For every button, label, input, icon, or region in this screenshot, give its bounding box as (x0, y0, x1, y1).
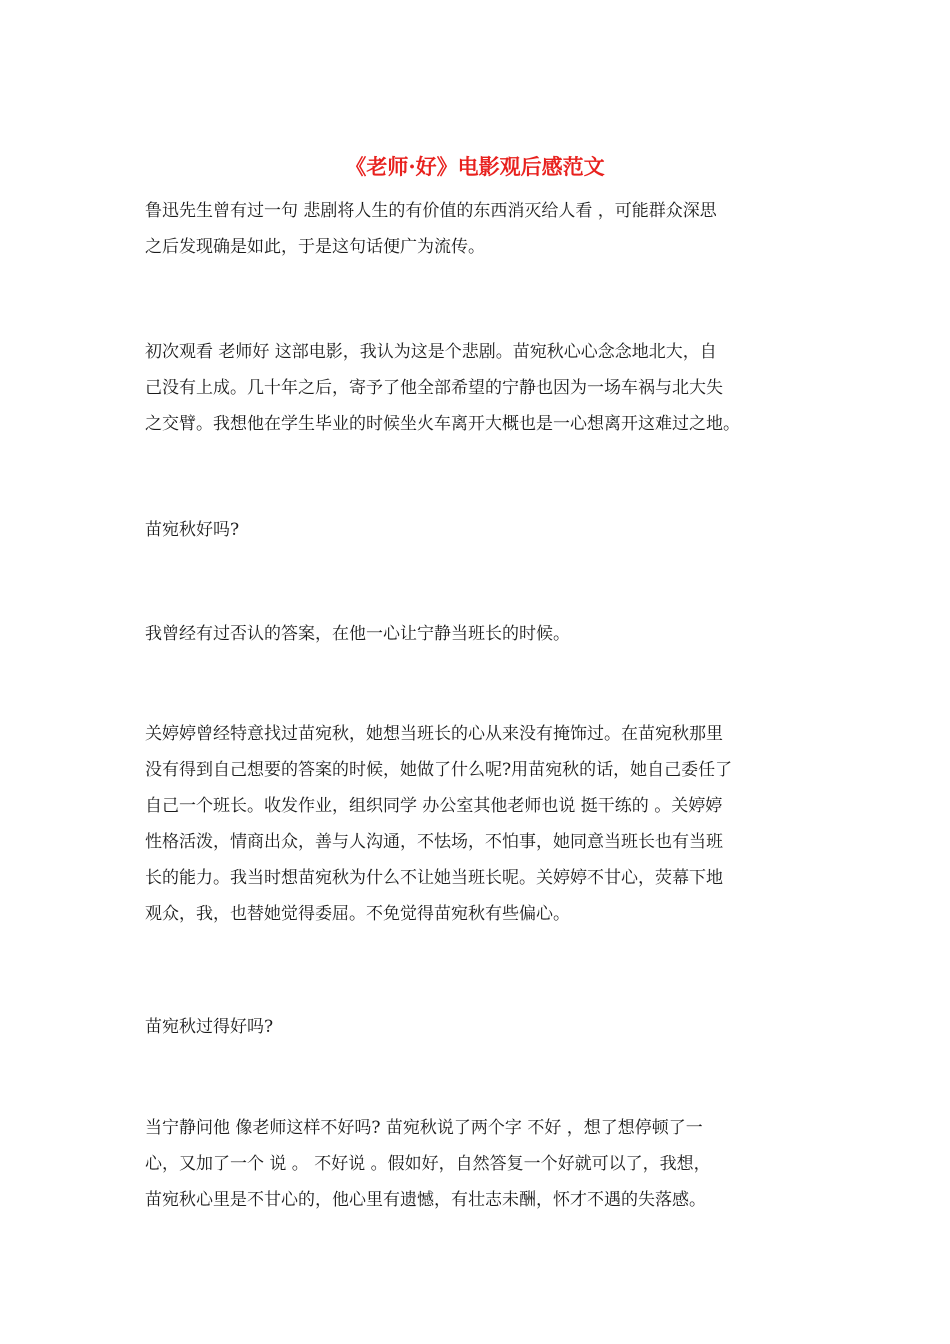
paragraph-line: 关婷婷曾经特意找过苗宛秋，她想当班长的心从来没有掩饰过。在苗宛秋那里 (145, 724, 723, 744)
document-title: 《老师·好》电影观后感范文 (345, 154, 605, 179)
paragraph-7 (145, 1110, 807, 1218)
paragraph-line: 自己一个班长。收发作业，组织同学 办公室其他老师也说 挺干练的 。关婷婷 (145, 796, 723, 816)
paragraph-line: 当宁静问他 像老师这样不好吗? 苗宛秋说了两个字 不好 ，想了想停顿了一 (145, 1118, 703, 1138)
paragraph-line: 我曾经有过否认的答案，在他一心让宁静当班长的时候。 (145, 624, 570, 644)
paragraph-line: 没有得到自己想要的答案的时候，她做了什么呢?用苗宛秋的话，她自己委任了 (145, 760, 733, 780)
paragraph-line: 苗宛秋过得好吗? (145, 1017, 274, 1037)
paragraph-line: 心，又加了一个 说 。 不好说 。假如好，自然答复一个好就可以了，我想， (145, 1154, 711, 1174)
paragraph-line: 观众，我，也替她觉得委屈。不免觉得苗宛秋有些偏心。 (145, 904, 570, 924)
paragraph-1 (145, 193, 807, 265)
paragraph-line: 己没有上成。几十年之后，寄予了他全部希望的宁静也因为一场车祸与北大失 (145, 378, 723, 398)
paragraph-2 (145, 334, 807, 442)
paragraph-4 (145, 616, 807, 652)
paragraph-line: 之交臂。我想他在学生毕业的时候坐火车离开大概也是一心想离开这难过之地。 (145, 414, 740, 434)
paragraph-line: 长的能力。我当时想苗宛秋为什么不让她当班长呢。关婷婷不甘心，荧幕下地 (145, 868, 723, 888)
paragraph-line: 初次观看 老师好 这部电影，我认为这是个悲剧。苗宛秋心心念念地北大，自 (145, 342, 717, 362)
paragraph-line: 苗宛秋心里是不甘心的，他心里有遗憾，有壮志未酬，怀才不遇的失落感。 (145, 1190, 706, 1210)
paragraph-3 (145, 512, 807, 548)
paragraph-6 (145, 1009, 807, 1045)
paragraph-line: 之后发现确是如此，于是这句话便广为流传。 (145, 237, 485, 257)
paragraph-line: 苗宛秋好吗? (145, 520, 240, 540)
paragraph-5 (145, 716, 807, 932)
paragraph-line: 鲁迅先生曾有过一句 悲剧将人生的有价值的东西消灭给人看 ，可能群众深思 (145, 201, 717, 221)
paragraph-line: 性格活泼，情商出众，善与人沟通，不怯场，不怕事，她同意当班长也有当班 (145, 832, 723, 852)
